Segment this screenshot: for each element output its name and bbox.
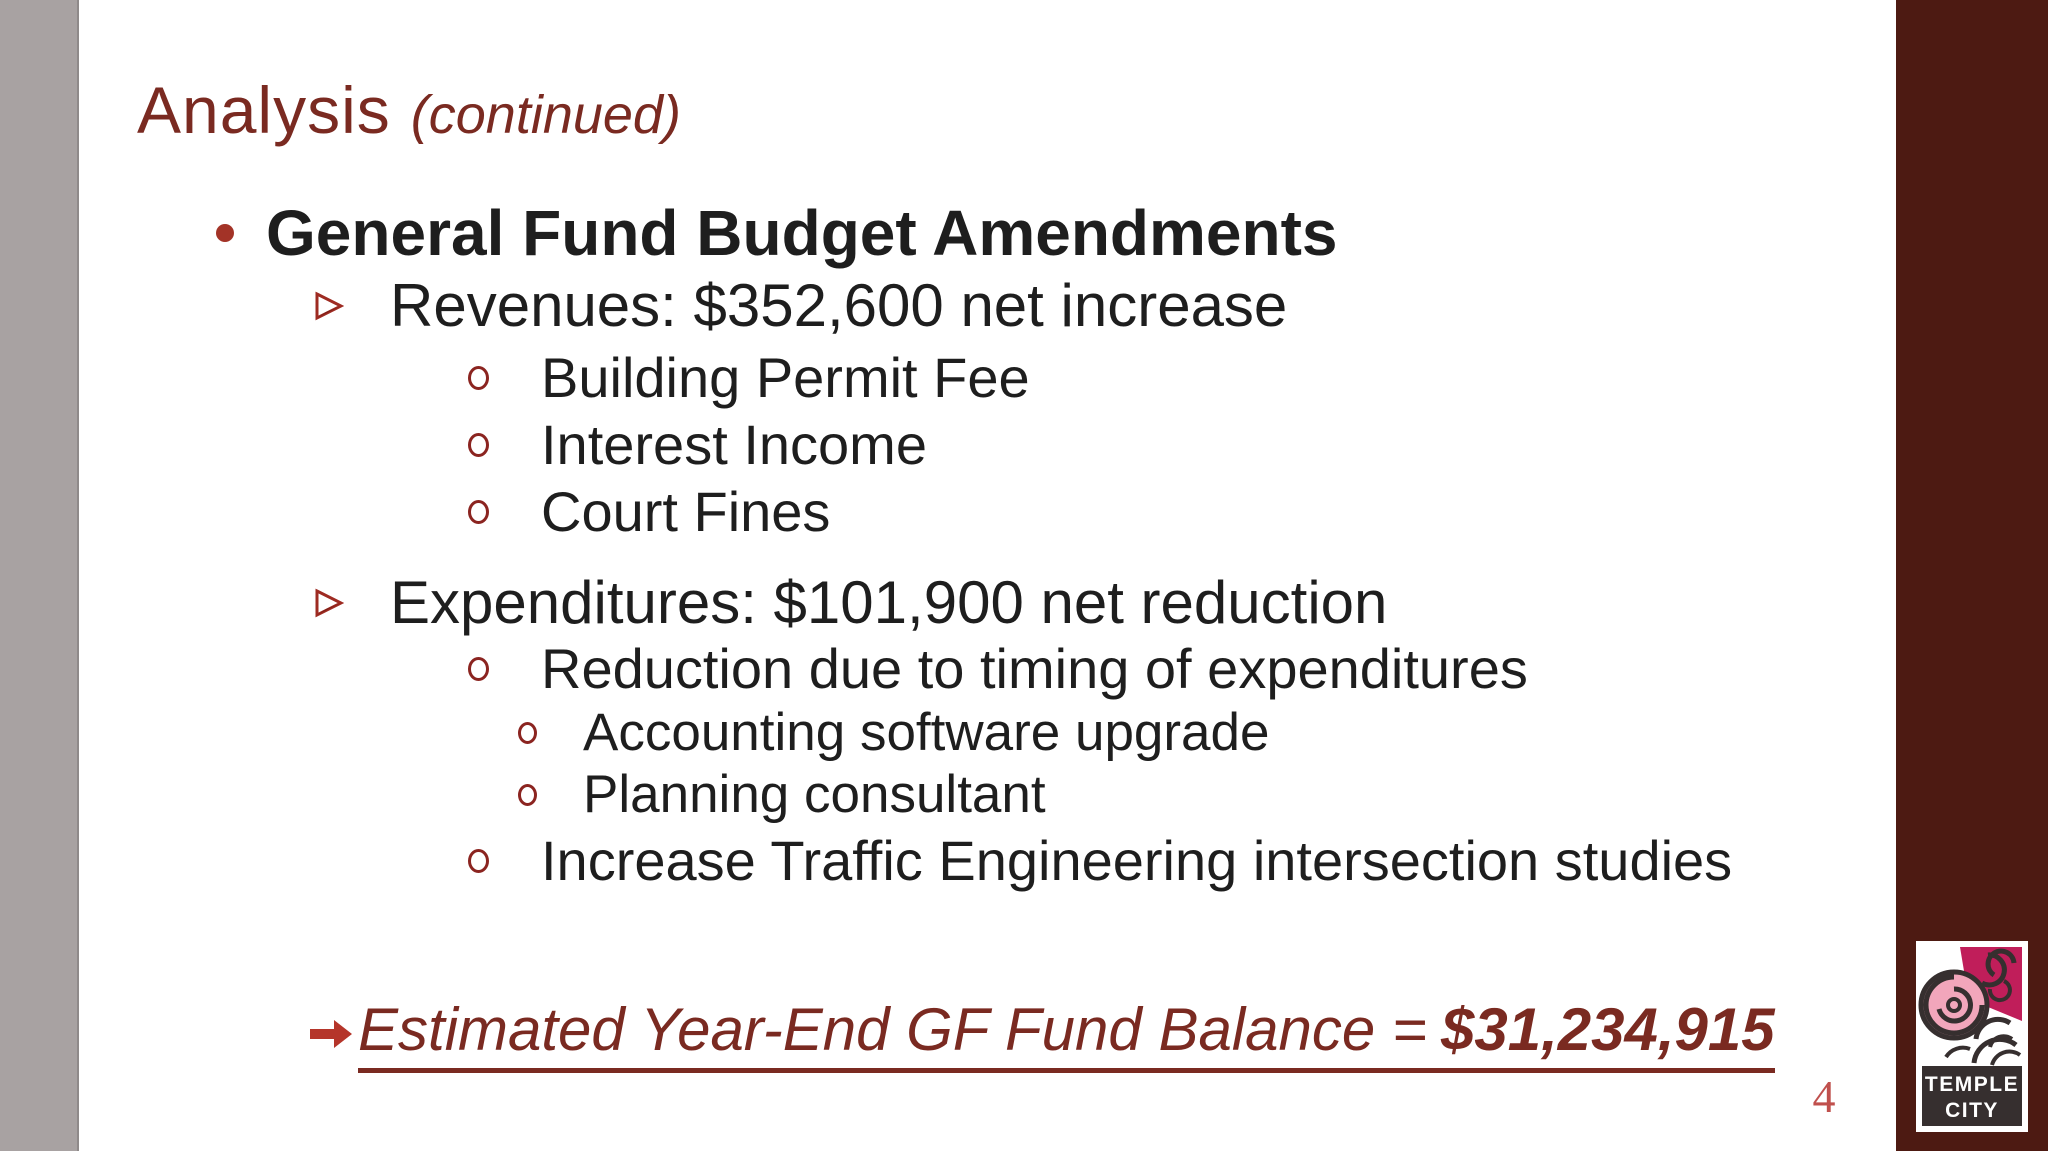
revenue-item-text: Interest Income [541, 413, 927, 476]
bullet-dot-icon [216, 224, 234, 242]
expenditure-item [468, 828, 1732, 893]
slide-title-suffix: (continued) [410, 85, 681, 145]
heavy-arrow-icon [308, 1016, 354, 1052]
fund-balance-text [358, 995, 1775, 1073]
revenues-text: Revenues: $352,600 net increase [390, 272, 1288, 339]
circle-bullet-icon [468, 500, 489, 524]
logo-rose-art [1921, 947, 2022, 1066]
revenue-item [468, 479, 830, 544]
slide-title-main: Analysis [137, 73, 391, 147]
expenditure-subitem [518, 764, 1046, 825]
fund-balance-line [308, 995, 1775, 1073]
circle-bullet-icon [518, 784, 537, 806]
expenditure-subitem [518, 702, 1270, 763]
revenue-item [468, 345, 1030, 410]
arrow-bullet-icon [314, 291, 344, 321]
left-edge-bar [0, 0, 79, 1151]
arrow-bullet-icon [314, 588, 344, 618]
fund-balance-amount: $31,234,915 [1440, 996, 1775, 1063]
circle-bullet-icon [468, 657, 489, 681]
logo-text-line2: CITY [1945, 1099, 1999, 1122]
expenditure-subitem-text: Planning consultant [583, 765, 1046, 824]
expenditure-item [468, 636, 1528, 701]
bullet-heading [216, 196, 1338, 270]
fund-balance-statement: Estimated Year-End GF Fund Balance = [358, 996, 1427, 1063]
expenditures-line [314, 568, 1387, 637]
expenditure-subitem-text: Accounting software upgrade [583, 703, 1270, 762]
expenditure-item-text: Increase Traffic Engineering intersection studies [541, 829, 1733, 892]
page-number: 4 [1812, 1071, 1836, 1122]
logo-text-line1: TEMPLE [1924, 1073, 2020, 1096]
circle-bullet-icon [468, 366, 489, 390]
slide-title [137, 72, 681, 148]
circle-bullet-icon [518, 722, 537, 744]
circle-bullet-icon [468, 849, 489, 873]
revenues-line [314, 271, 1287, 340]
revenue-item-text: Building Permit Fee [541, 346, 1030, 409]
heading-text: General Fund Budget Amendments [266, 197, 1338, 269]
revenue-item [468, 412, 927, 477]
expenditures-text: Expenditures: $101,900 net reduction [390, 569, 1388, 636]
expenditure-item-text: Reduction due to timing of expenditures [541, 637, 1528, 700]
revenue-item-text: Court Fines [541, 480, 831, 543]
temple-city-logo [1916, 941, 2028, 1132]
circle-bullet-icon [468, 433, 489, 457]
